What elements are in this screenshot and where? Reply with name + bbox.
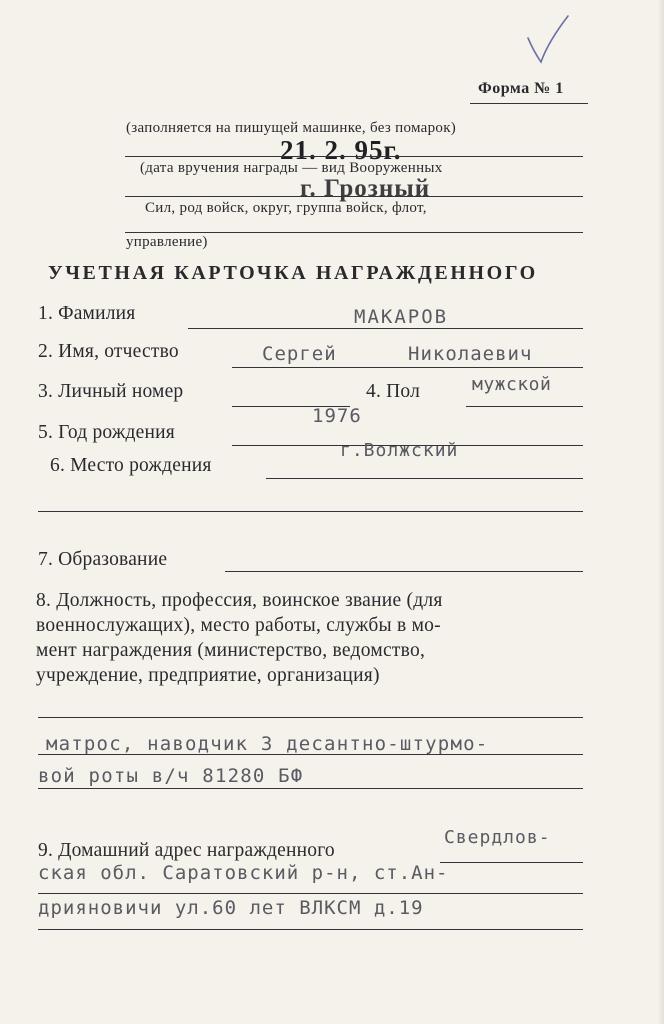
instruction-text: (заполняется на пишущей машинке, без помарок): [126, 120, 457, 136]
birth-place-line: [266, 478, 583, 479]
award-place-stamp: г. Грозный: [300, 175, 431, 202]
home-address-value-line2: ская обл. Саратовский р-н, ст.Ан-: [38, 862, 449, 884]
home-address-value-line1: Свердлов-: [444, 827, 551, 848]
position-value-line1: матрос, наводчик 3 десантно-штурмо-: [46, 733, 489, 755]
home-address-label: 9. Домашний адрес награжденного: [38, 840, 335, 861]
sex-line: [466, 406, 583, 407]
education-line: [225, 571, 583, 572]
birth-place-line-2: [38, 511, 583, 512]
award-info-line: [125, 232, 583, 233]
award-info-line1: (дата вручения награды — вид Вооруженных: [140, 160, 443, 176]
name-patronymic-label: 2. Имя, отчество: [38, 341, 179, 362]
patronymic-value: Николаевич: [408, 343, 533, 365]
birth-year-label: 5. Год рождения: [38, 422, 175, 443]
surname-label: 1. Фамилия: [38, 303, 136, 324]
position-line-3: [38, 788, 583, 789]
position-label-line3: мент награждения (министерство, ведомство,: [36, 640, 426, 661]
birth-place-value: г.Волжский: [340, 440, 459, 461]
award-place-line: [125, 196, 583, 197]
home-address-line-1: [440, 862, 583, 863]
first-name-value: Сергей: [262, 343, 337, 365]
card-title: УЧЕТНАЯ КАРТОЧКА НАГРАЖДЕННОГО: [48, 262, 538, 284]
position-label-line1: 8. Должность, профессия, воинское звание (для: [36, 590, 443, 611]
surname-line: [188, 328, 583, 329]
home-address-value-line3: дрияновичи ул.60 лет ВЛКСМ д.19: [38, 897, 424, 919]
home-address-line-2: [38, 893, 583, 894]
form-number-underline: [470, 103, 588, 104]
position-line-1: [38, 717, 583, 718]
position-line-2: [38, 754, 583, 755]
award-info-line2: Сил, род войск, округ, группа войск, флот,: [145, 200, 427, 216]
position-label-line2: военнослужащих), место работы, службы в мо-: [36, 615, 441, 636]
form-number: Форма № 1: [478, 80, 564, 97]
position-label-line4: учреждение, предприятие, организация): [36, 665, 380, 686]
birth-year-value: 1976: [312, 405, 362, 427]
sex-label: 4. Пол: [366, 381, 421, 402]
page-edge-shadow: [658, 0, 664, 1024]
award-date-stamp: 21. 2. 95г.: [280, 135, 402, 165]
birth-place-label: 6. Место рождения: [50, 455, 212, 476]
surname-value: МАКАРОВ: [354, 306, 449, 328]
award-date-line: [125, 156, 583, 157]
education-label: 7. Образование: [38, 549, 168, 570]
pencil-check-mark: [524, 12, 572, 64]
award-info-line3: управление): [126, 234, 208, 250]
name-patronymic-line: [232, 367, 583, 368]
home-address-line-3: [38, 929, 583, 930]
sex-value: мужской: [472, 374, 552, 395]
position-value-line2: вой роты в/ч 81280 БФ: [38, 765, 304, 787]
personal-number-label: 3. Личный номер: [38, 381, 184, 402]
